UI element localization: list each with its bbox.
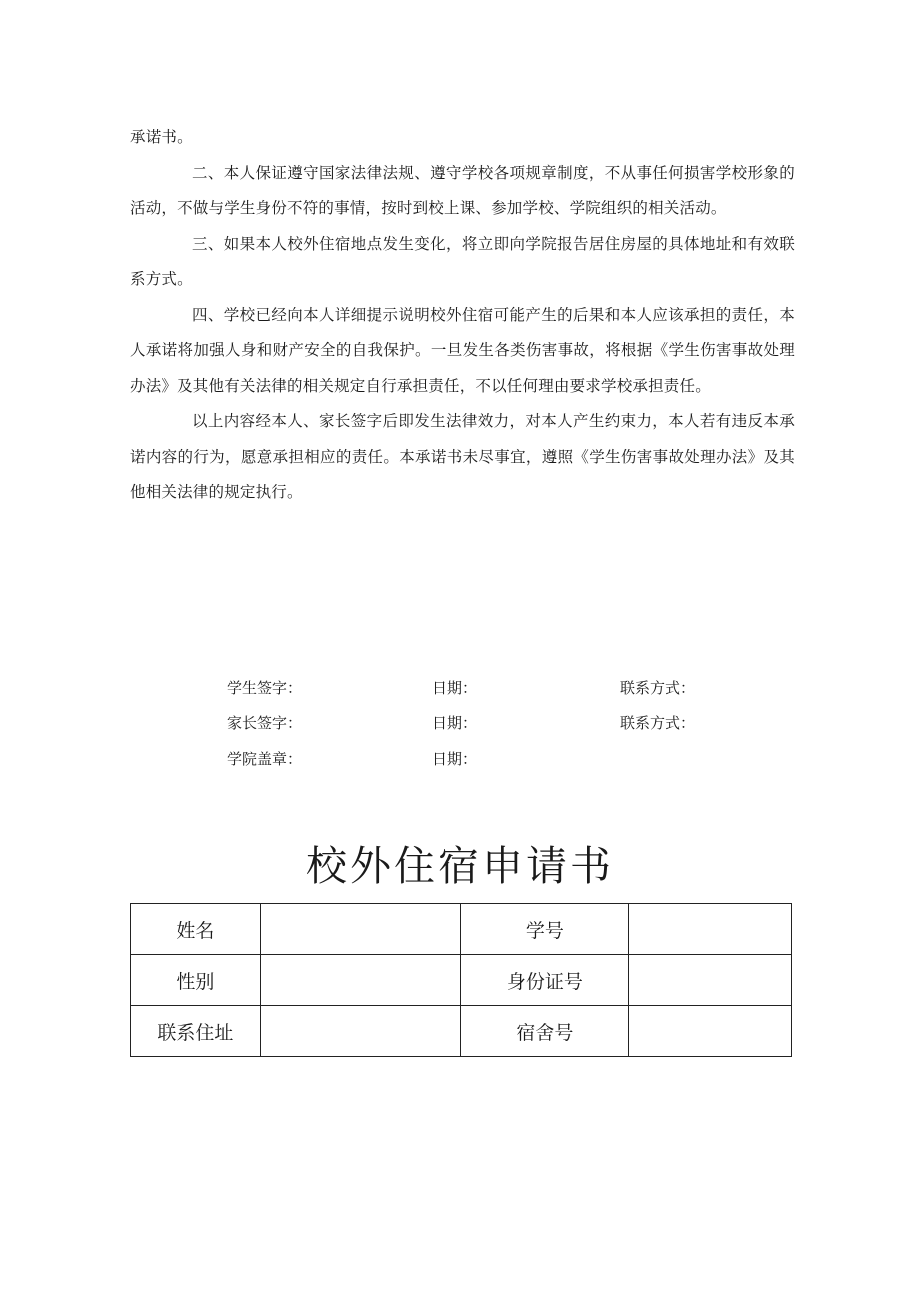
paragraph-closing: 以上内容经本人、家长签字后即发生法律效力，对本人产生约束力，本人若有违反本承诺内容的行为，愿意承担相应的责任。本承诺书未尽事宜，遵照《学生伤害事故处理办法》及其他相关法律的规定执行。 bbox=[130, 412, 795, 501]
name-label: 姓名 bbox=[131, 904, 261, 955]
signature-row-student bbox=[0, 677, 920, 707]
student-contact-label: 联系方式： bbox=[620, 679, 696, 697]
address-label: 联系住址 bbox=[131, 1006, 261, 1057]
gender-label: 性别 bbox=[131, 955, 261, 1006]
paragraph-item-2: 二、本人保证遵守国家法律法规、遵守学校各项规章制度，不从事任何损害学校形象的活动，不做与学生身份不符的事情，按时到校上课、参加学校、学院组织的相关活动。 bbox=[130, 163, 795, 217]
student-id-field[interactable] bbox=[629, 904, 792, 955]
paragraph-continuation: 承诺书。 bbox=[130, 128, 193, 146]
dorm-number-label: 宿舍号 bbox=[461, 1006, 629, 1057]
table-row bbox=[131, 1006, 792, 1057]
signature-row-parent bbox=[0, 712, 920, 742]
form-title: 校外住宿申请书 bbox=[306, 842, 614, 890]
id-card-field[interactable] bbox=[629, 955, 792, 1006]
parent-signature-label: 家长签字： bbox=[227, 714, 303, 732]
dorm-number-field[interactable] bbox=[629, 1006, 792, 1057]
student-signature-label: 学生签字： bbox=[227, 679, 303, 697]
student-date-label: 日期： bbox=[432, 679, 478, 697]
name-field[interactable] bbox=[260, 904, 461, 955]
table-row bbox=[131, 904, 792, 955]
paragraph-item-4: 四、学校已经向本人详细提示说明校外住宿可能产生的后果和本人应该承担的责任，本人承诺将加强人身和财产安全的自我保护。一旦发生各类伤害事故，将根据《学生伤害事故处理办法》及其他有关法律的相关规定自行承担责任，不以任何理由要求学校承担责任。 bbox=[130, 305, 795, 395]
college-seal-label: 学院盖章： bbox=[227, 750, 303, 768]
paragraph-item-3: 三、如果本人校外住宿地点发生变化，将立即向学院报告居住房屋的具体地址和有效联系方式。 bbox=[130, 234, 795, 288]
address-field[interactable] bbox=[260, 1006, 461, 1057]
id-card-label: 身份证号 bbox=[461, 955, 629, 1006]
gender-field[interactable] bbox=[260, 955, 461, 1006]
parent-date-label: 日期： bbox=[432, 714, 478, 732]
application-form-table bbox=[130, 903, 792, 1057]
parent-contact-label: 联系方式： bbox=[620, 714, 696, 732]
signature-row-college bbox=[0, 748, 920, 778]
student-id-label: 学号 bbox=[461, 904, 629, 955]
table-row bbox=[131, 955, 792, 1006]
commitment-body bbox=[130, 120, 795, 511]
college-date-label: 日期： bbox=[432, 750, 478, 768]
